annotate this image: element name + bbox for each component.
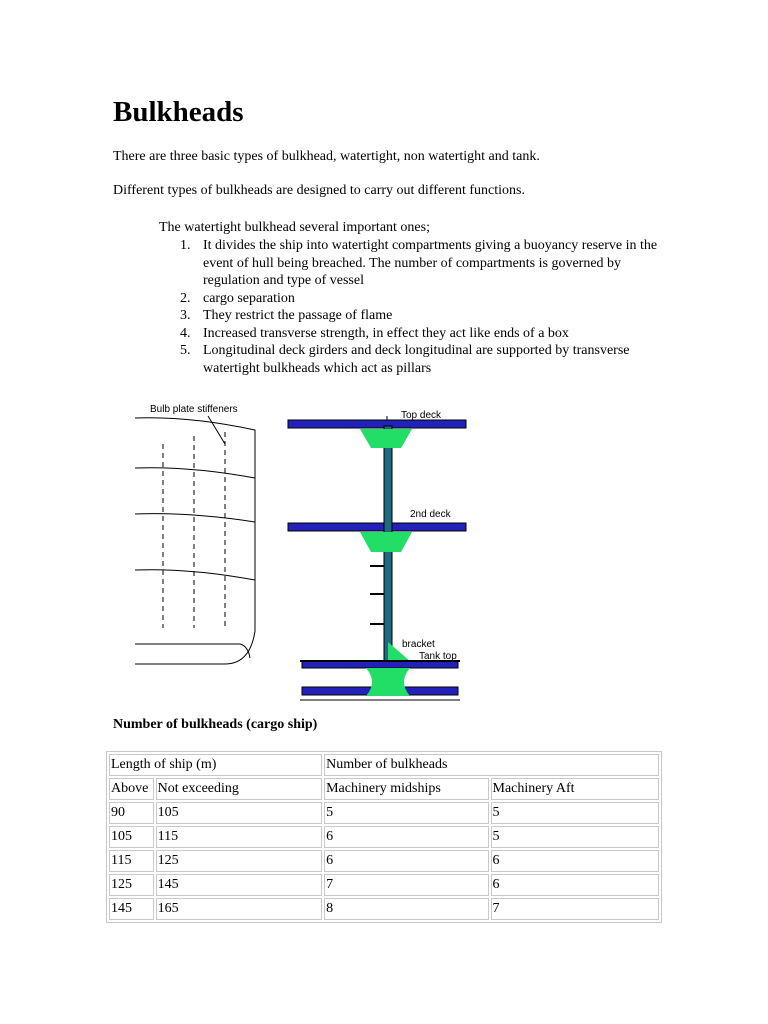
table-row [109, 802, 659, 824]
list-item-text: They restrict the passage of flame [203, 308, 393, 323]
table-cell: 115 [156, 826, 322, 848]
label-second-deck: 2nd deck [410, 509, 451, 520]
page-title: Bulkheads [113, 96, 244, 128]
table-cell: 145 [109, 898, 154, 920]
column-header: Machinery Aft [491, 778, 660, 800]
table-cell: 8 [324, 898, 488, 920]
label-stiffeners: Bulb plate stiffeners [150, 404, 238, 415]
list-item [180, 342, 663, 377]
table-cell: 125 [156, 850, 322, 872]
list-intro: The watertight bulkhead several important ones; [159, 220, 430, 235]
table-cell: 5 [491, 802, 660, 824]
table-row [109, 826, 659, 848]
table-cell: 125 [109, 874, 154, 896]
list-number: 1. [180, 238, 191, 253]
table-cell: 5 [491, 826, 660, 848]
header-length: Length of ship (m) [109, 754, 322, 776]
column-header: Not exceeding [156, 778, 322, 800]
deck-line [135, 468, 255, 478]
paragraph-types: There are three basic types of bulkhead, watertight, non watertight and tank. [113, 149, 540, 164]
list-item-text: Increased transverse strength, in effect they act like ends of a box [203, 325, 569, 341]
top-deck-bracket [360, 429, 412, 448]
table-cell: 145 [156, 874, 322, 896]
function-list [180, 237, 663, 377]
table-caption: Number of bulkheads (cargo ship) [113, 717, 318, 732]
paragraph-functions: Different types of bulkheads are designed to carry out different functions. [113, 183, 525, 198]
label-bracket: bracket [402, 639, 435, 650]
table-cell: 105 [156, 802, 322, 824]
list-item [180, 237, 663, 290]
bulkhead-table [106, 751, 662, 923]
deck-line [135, 570, 255, 580]
table-cell: 7 [324, 874, 488, 896]
list-number: 4. [180, 325, 191, 341]
list-number: 5. [180, 343, 191, 358]
list-number: 3. [180, 308, 191, 323]
second-deck-bracket [360, 532, 412, 552]
stiffener-pointer [208, 416, 225, 444]
table-subheader-row [109, 778, 659, 800]
header-number: Number of bulkheads [324, 754, 659, 776]
table-cell: 90 [109, 802, 154, 824]
column-header: Machinery midships [324, 778, 488, 800]
bulkhead-elevation [135, 416, 255, 664]
bulkhead-bottom-line [135, 644, 250, 658]
list-item [180, 290, 663, 308]
label-tank-top: Tank top [419, 651, 457, 662]
table-row [109, 898, 659, 920]
list-item-text: It divides the ship into watertight compartments giving a buoyancy reserve in the event of hull being breached. The number of compartments is governed by regulation and type of vessel [203, 238, 658, 288]
list-item-text: cargo separation [203, 290, 295, 306]
table-cell: 115 [109, 850, 154, 872]
deck-line [135, 514, 255, 522]
table-cell: 6 [491, 850, 660, 872]
table-cell: 6 [324, 826, 488, 848]
tank-top-plate [302, 661, 458, 668]
table-cell: 6 [491, 874, 660, 896]
list-item [180, 307, 663, 325]
table-cell: 105 [109, 826, 154, 848]
table-row [109, 874, 659, 896]
second-deck-plate [288, 523, 466, 531]
column-header: Above [109, 778, 154, 800]
table-header-row [109, 754, 659, 776]
list-item-text: Longitudinal deck girders and deck longitudinal are supported by transverse watertight bulkheads which act as pillars [203, 343, 630, 376]
table-cell: 165 [156, 898, 322, 920]
bulkhead-outline [135, 418, 255, 664]
table-cell: 5 [324, 802, 488, 824]
table-cell: 6 [324, 850, 488, 872]
table-row [109, 850, 659, 872]
double-bottom-girder [366, 668, 410, 696]
top-deck-plate [288, 420, 466, 428]
table-cell: 7 [491, 898, 660, 920]
label-top-deck: Top deck [401, 410, 442, 421]
bulkhead-diagram [130, 396, 475, 706]
list-number: 2. [180, 290, 191, 306]
list-item [180, 325, 663, 343]
